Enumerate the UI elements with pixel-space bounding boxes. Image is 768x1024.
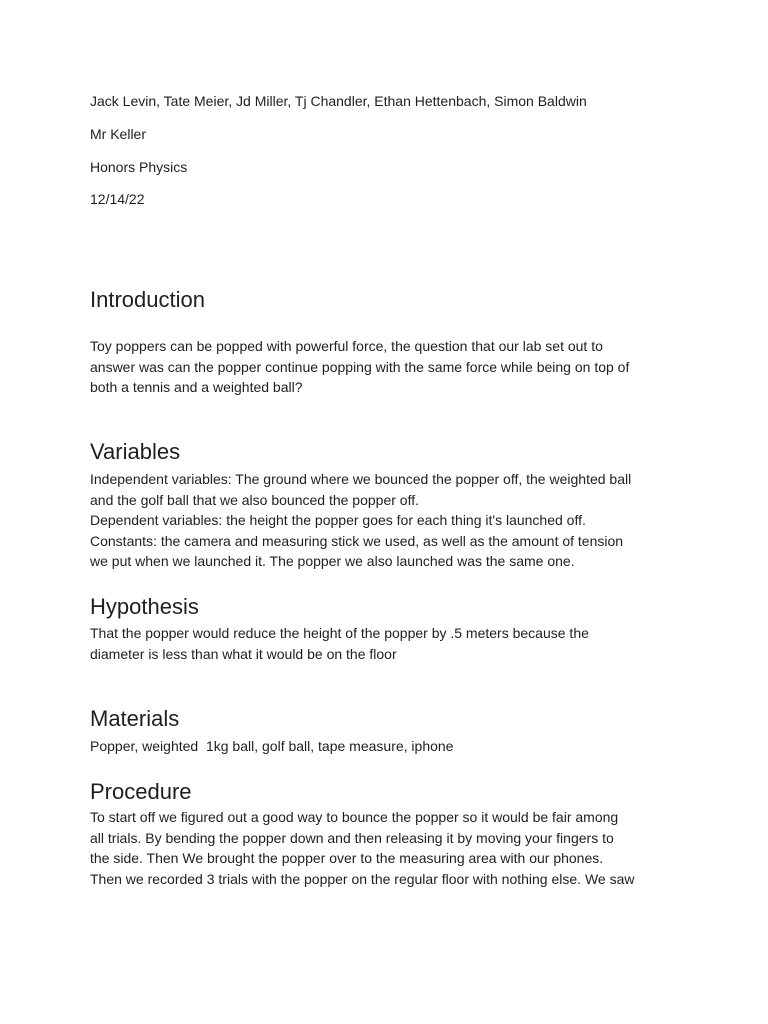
procedure-paragraph [90,807,634,889]
procedure-line: Then we recorded 3 trials with the popper on the regular floor with nothing else. We saw [90,870,635,887]
hypothesis-heading: Hypothesis [90,594,199,619]
procedure-line: the side. Then We brought the popper over to the measuring area with our phones. [90,850,604,867]
header-date [90,191,145,209]
variables-line: Constants: the camera and measuring stick we used, as well as the amount of tension [90,532,624,549]
variables-line: Independent variables: The ground where we bounced the popper off, the weighted ball [90,471,632,487]
materials-line: Popper, weighted 1kg ball, golf ball, tape measure, iphone [90,738,454,754]
procedure-line: To start off we figured out a good way to bounce the popper so it would be fair among [90,809,619,825]
hypothesis-line: That the popper would reduce the height of the popper by .5 meters because the [90,625,589,641]
procedure-line: all trials. By bending the popper down and then releasing it by moving your fingers to [90,829,614,846]
materials-heading: Materials [90,706,180,731]
teacher-text: Mr Keller [90,126,147,142]
variables-heading: Variables [90,439,181,464]
date-text: 12/14/22 [90,191,145,207]
variables-line: and the golf ball that we also bounced the popper off. [90,491,419,508]
variables-line: Dependent variables: the height the popper goes for each thing it's launched off. [90,512,586,529]
variables-line: we put when we launched it. The popper we also launched was the same one. [90,553,575,570]
variables-paragraph [90,469,631,572]
materials-paragraph [90,736,453,757]
hypothesis-paragraph [90,623,589,664]
header-course [90,159,187,177]
procedure-heading: Procedure [90,779,192,804]
introduction-line: both a tennis and a weighted ball? [90,379,303,396]
introduction-paragraph [90,336,629,398]
header-teacher [90,126,146,144]
introduction-heading: Introduction [90,287,205,312]
header-authors [90,93,587,111]
introduction-line: Toy poppers can be popped with powerful force, the question that our lab set out to [90,338,603,354]
course-text: Honors Physics [90,159,188,175]
introduction-line: answer was can the popper continue popping with the same force while being on top of [90,358,630,375]
hypothesis-line: diameter is less than what it would be on the floor [90,645,397,662]
authors-text: Jack Levin, Tate Meier, Jd Miller, Tj Chandler, Ethan Hettenbach, Simon Baldwin [90,93,587,109]
